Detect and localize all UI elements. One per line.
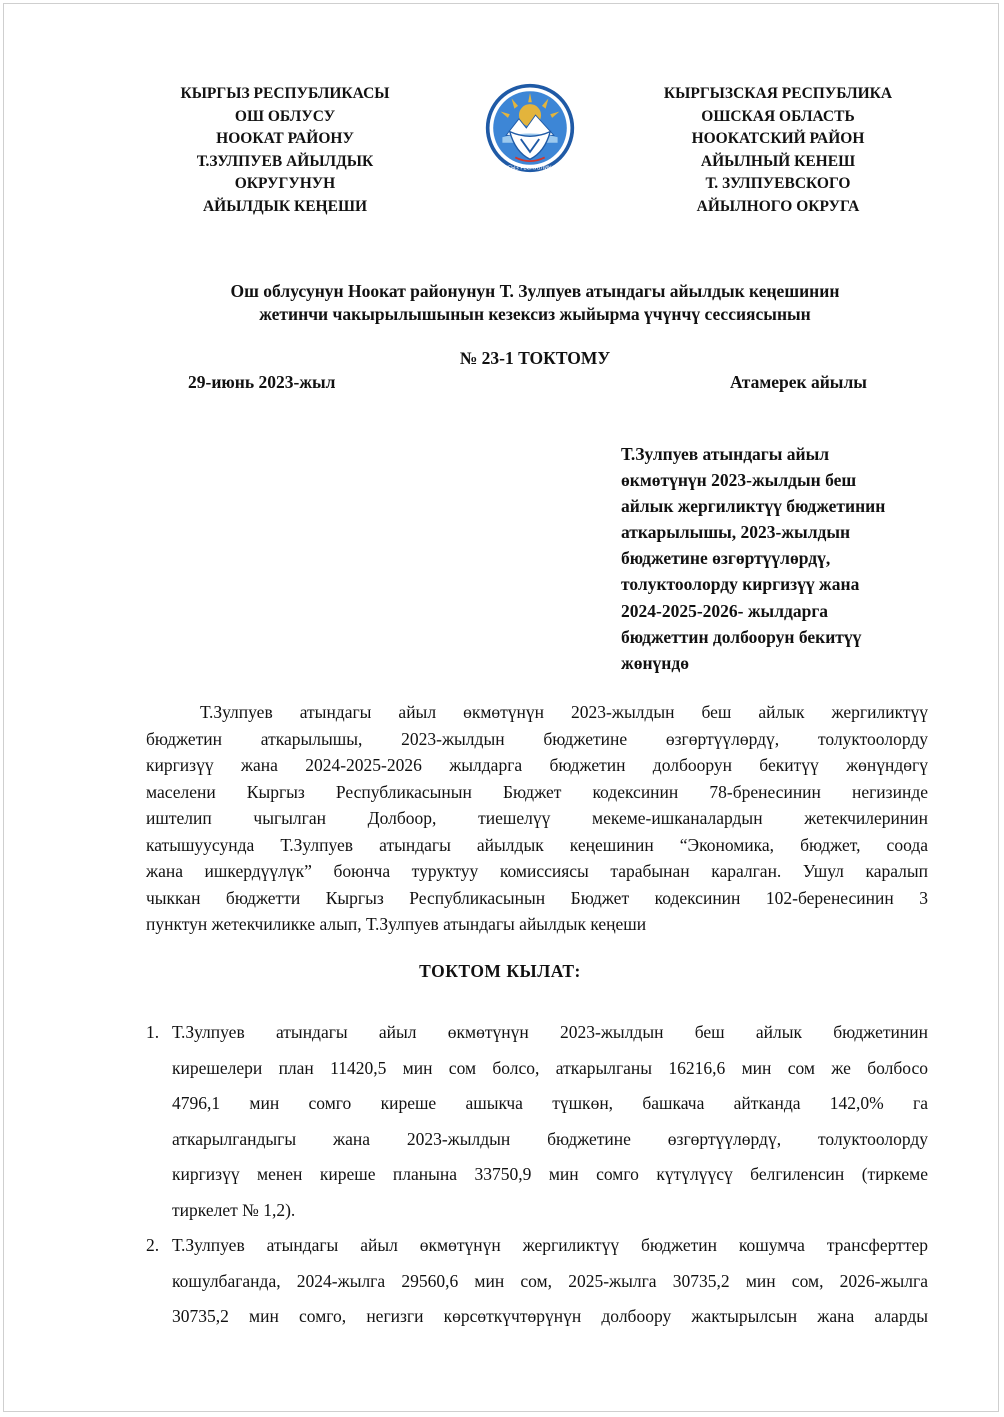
item-number: 1. [146,1022,160,1042]
header-kyrgyz [140,83,430,218]
intro-line: бюджетин аткарылышы, 2023-жылдын бюджетине өзгөртүүлөрдү, толуктоолорду [146,728,928,749]
subject-line: 2024-2025-2026- жылдарга [621,600,829,621]
list-item [146,1015,928,1228]
intro-line: жана ишкердүүлүк” боюнча туруктуу комиссиясы тарабынан каралган. Ушул каралып [146,861,928,881]
subject-line: Т.Зулпуев атындагы айыл [621,444,830,464]
decree-number: № 23-1 ТОКТОМУ [459,348,611,368]
intro-line: иштелип чыгылган Долбоор, тиешелүү мекеме-ишканалардын жетекчилеринин [146,808,928,828]
header-line: АЙЫЛДЫК КЕҢЕШИ [202,197,368,215]
emblem-text: КЫРГЫЗ РЕСПУБЛИКАСЫ [496,165,564,172]
item-line: кошулбаганда, 2024-жылга 29560,6 мин сом, 2025-жылга 30735,2 мин сом, 2026-жылга [172,1270,928,1291]
item-line: кирешелери план 11420,5 мин сом болсо, аткарылганы 16216,6 мин сом же болбосо [172,1057,928,1078]
document-title-line-1: Ош облусунун Ноокат районунун Т. Зулпуев атындагы айылдык кеңешинин [230,281,840,301]
subject-line: аткарылышы, 2023-жылдын [621,522,851,543]
subject-line: толуктоолорду киргизүү жана [621,574,860,595]
item-line: 30735,2 мин сомго, негизги көрсөткүчтөрүнүн долбоору жактырылсын жана аларды [172,1306,928,1326]
subject-line: бюджеттин долбоорун бекитүү [621,626,862,647]
header-line: ОШ ОБЛУСУ [234,107,336,125]
header-russian [628,83,928,218]
list-item [146,1228,928,1335]
decree-date: 29-июнь 2023-жыл [188,372,336,392]
item-line: киргизүү менен киреше планына 33750,9 мин сомго күтүлүүсү белгиленсин (тиркеме [172,1164,928,1184]
item-line: 4796,1 мин сомго киреше ашыкча түшкөн, башкача айтканда 142,0% га [172,1093,928,1113]
resolution-items [146,1015,928,1335]
subject-line: бюджетине өзгөртүүлөрдү, [621,548,831,569]
header-line: ОКРУГУНУН [234,175,336,192]
header-line: АЙЫЛНЫЙ КЕНЕШ [700,152,856,170]
subject-line: өкмөтүнүн 2023-жылдын беш [621,470,857,491]
header-line: НООКАТСКИЙ РАЙОН [691,130,865,147]
header-line: Т.ЗУЛПУЕВ АЙЫЛДЫК [196,152,374,170]
intro-line: маселени Кыргыз Республикасынын Бюджет кодексинин 78-бренесинин негизинде [146,781,928,802]
subject-line: жөнүндө [621,652,689,673]
item-line: тиркелет № 1,2). [172,1199,296,1220]
state-emblem-icon [484,82,576,174]
header-line: АЙЫЛНОГО ОКРУГА [696,197,860,215]
intro-line: Т.Зулпуев атындагы айыл өкмөтүнүн 2023-жылдын беш айлык жергиликтүү [200,702,928,722]
intro-line: катышуусунда Т.Зулпуев атындагы айылдык кеңешинин “Экономика, бюджет, соода [146,834,928,855]
header-line: НООКАТ РАЙОНУ [216,130,354,147]
item-line: Т.Зулпуев атындагы айыл өкмөтүнүн жергиликтүү бюджетин кошумча трансферттер [172,1235,928,1255]
item-line: аткарылгандыгы жана 2023-жылдын бюджетине өзгөртүүлөрдү, толуктоолорду [172,1128,928,1149]
header-line: КЫРГЫЗСКАЯ РЕСПУБЛИКА [663,85,893,102]
header-line: Т. ЗУЛПУЕВСКОГО [705,175,851,192]
intro-paragraph [146,699,928,938]
header-line: ОШСКАЯ ОБЛАСТЬ [701,107,855,125]
document-title-line-2: жетинчи чакырылышынын кезексиз жыйырма үчүнчү сессиясынын [259,304,811,324]
item-number: 2. [146,1235,160,1255]
intro-line: киргизүү жана 2024-2025-2026 жылдарга бюджетин долбоорун бекитүү жөнүндөгү [146,755,928,775]
decree-place: Атамерек айылы [730,372,867,392]
intro-line: пунктун жетекчиликке алып, Т.Зулпуев атындагы айылдык кеңеши [146,914,647,934]
intro-line: чыккан бюджетти Кыргыз Республикасынын Бюджет кодексинин 102-беренесинин 3 [146,887,928,908]
subject-line: айлык жергиликтүү бюджетинин [621,496,886,517]
decree-subject [621,441,931,676]
header-line: КЫРГЫЗ РЕСПУБЛИКАСЫ [180,85,390,102]
item-line: Т.Зулпуев атындагы айыл өкмөтүнүн 2023-жылдын беш айлык бюджетинин [172,1022,928,1042]
resolve-heading: ТОКТОМ КЫЛАТ: [419,961,581,981]
